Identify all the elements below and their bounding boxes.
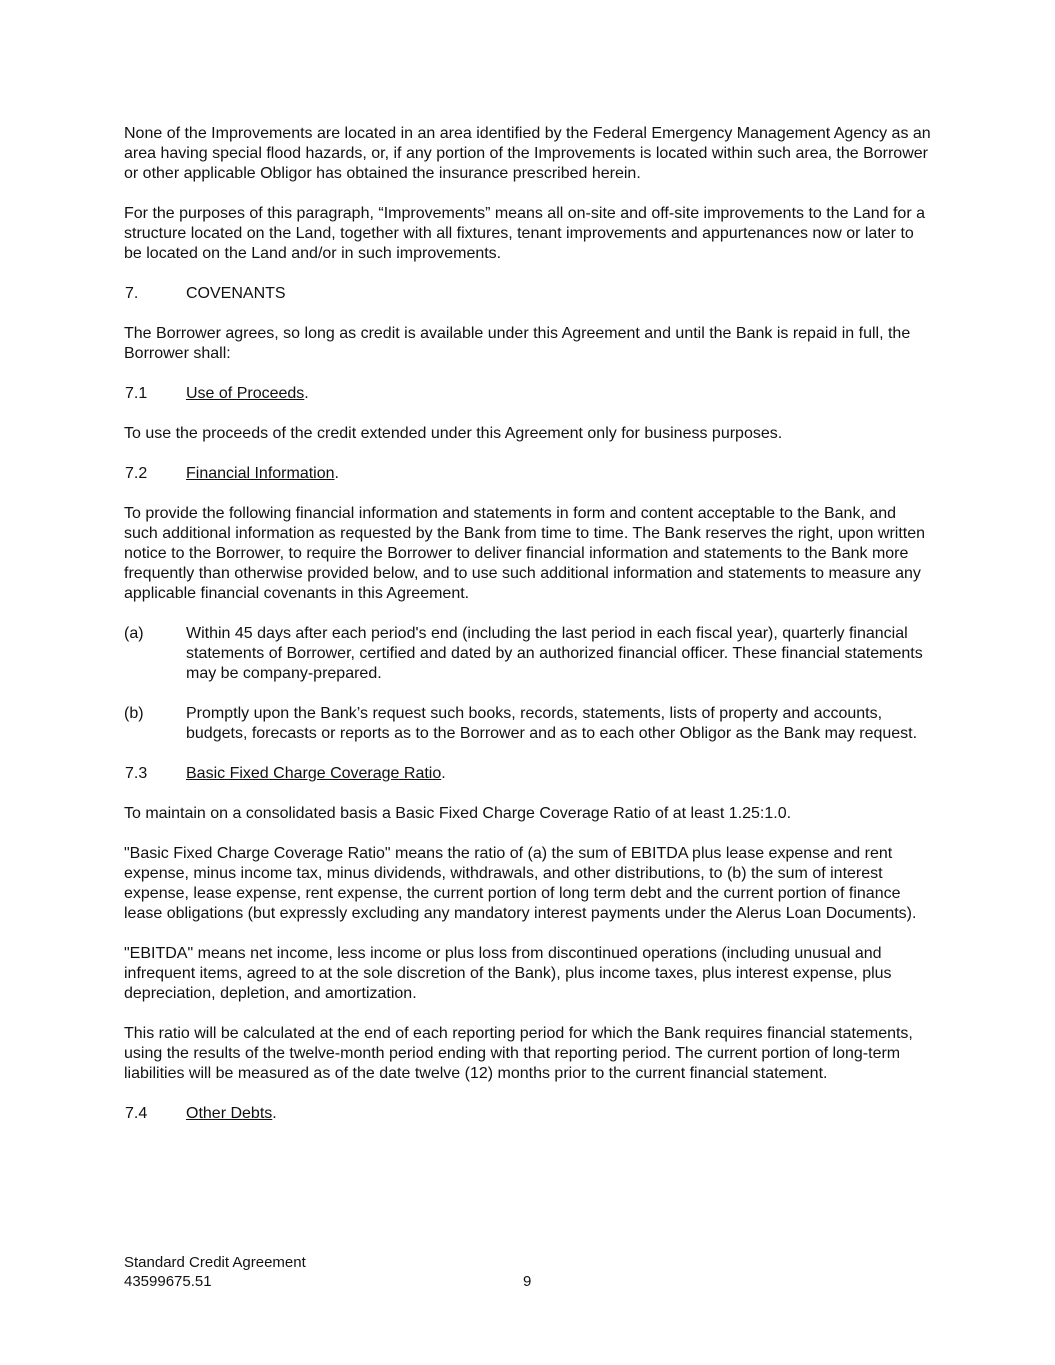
paragraph-improvements-definition: For the purposes of this paragraph, “Improvements” means all on-site and off-site improvements to the Land for a structure located on the Land, together with all fixtures, tenant improvements and appurtenances now or later to be located on the Land and/or in such improvements. — [124, 205, 925, 262]
list-item-label: (a) — [124, 625, 144, 642]
section-title: Financial Information — [186, 465, 335, 482]
section-7-intro: The Borrower agrees, so long as credit is available under this Agreement and until the Bank is repaid in full, the Borrower shall: — [124, 325, 911, 362]
list-item-text: Promptly upon the Bank’s request such books, records, statements, lists of property and accounts, budgets, forecasts or reports as to the Borrower and as to each other Obligor as the Bank may request. — [186, 705, 918, 742]
list-item-text: Within 45 days after each period's end (including the last period in each fiscal year), quarterly financial statements of Borrower, certified and dated by an authorized financial officer. These financial statements may be company-prepared. — [186, 625, 923, 682]
list-item — [124, 704, 934, 744]
section-number: 7. — [125, 285, 139, 302]
section-7-3-ebitda-definition: "EBITDA" means net income, less income or plus loss from discontinued operations (including unusual and infrequent items, agreed to at the sole discretion of the Bank), plus income taxes, plus interest expense, plus depreciation, depletion, and amortization. — [124, 945, 892, 1002]
section-heading-7-1: 7.1 Use of Proceeds. — [125, 385, 309, 402]
section-heading-7-2: 7.2 Financial Information. — [125, 465, 339, 482]
section-heading-7 — [124, 284, 934, 304]
section-7-3-covenant: To maintain on a consolidated basis a Basic Fixed Charge Coverage Ratio of at least 1.25:1.0. — [124, 805, 792, 822]
section-7-3-ratio-definition: "Basic Fixed Charge Coverage Ratio" means the ratio of (a) the sum of EBITDA plus lease expense and rent expense, minus income tax, minus dividends, withdrawals, and other distributions, to (b) the sum of interest expense, lease expense, rent expense, the current portion of long term debt and the current portion of finance lease obligations (but expressly excluding any mandatory interest payments under the Alerus Loan Documents). — [124, 845, 917, 922]
section-title: Basic Fixed Charge Coverage Ratio — [186, 765, 442, 782]
section-number: 7.2 — [125, 465, 148, 482]
document-body — [124, 124, 934, 1144]
section-number: 7.3 — [125, 765, 148, 782]
paragraph-flood-hazards: None of the Improvements are located in an area identified by the Federal Emergency Management Agency as an area having special flood hazards, or, if any portion of the Improvements is located within such area, the Borrower or other applicable Obligor has obtained the insurance prescribed herein. — [124, 125, 931, 182]
section-title: Use of Proceeds — [186, 385, 305, 402]
page-number: 9 — [523, 1273, 532, 1290]
section-title: COVENANTS — [186, 285, 286, 302]
section-7-3-calculation: This ratio will be calculated at the end of each reporting period for which the Bank requires financial statements, using the results of the twelve-month period ending with that reporting period. The current portion of long-term liabilities will be measured as of the date twelve (12) months prior to the current financial statement. — [124, 1025, 913, 1082]
section-number: 7.1 — [125, 385, 148, 402]
footer-doc-title: Standard Credit Agreement — [124, 1254, 306, 1271]
list-item-label: (b) — [124, 705, 144, 722]
section-title: Other Debts — [186, 1105, 273, 1122]
section-7-1-text: To use the proceeds of the credit extended under this Agreement only for business purposes. — [124, 425, 783, 442]
section-number: 7.4 — [125, 1105, 148, 1122]
list-item — [124, 624, 934, 684]
footer-doc-id: 43599675.51 — [124, 1273, 212, 1290]
section-heading-7-3: 7.3 Basic Fixed Charge Coverage Ratio. — [125, 765, 446, 782]
section-heading-7-4: 7.4 Other Debts. — [125, 1105, 277, 1122]
section-7-2-text: To provide the following financial information and statements in form and content acceptable to the Bank, and such additional information as requested by the Bank from time to time. The Bank reserves the right, upon written notice to the Borrower, to require the Borrower to deliver financial information and statements to the Bank more frequently than otherwise provided below, and to use such additional information and statements to measure any applicable financial covenants in this Agreement. — [124, 505, 926, 602]
